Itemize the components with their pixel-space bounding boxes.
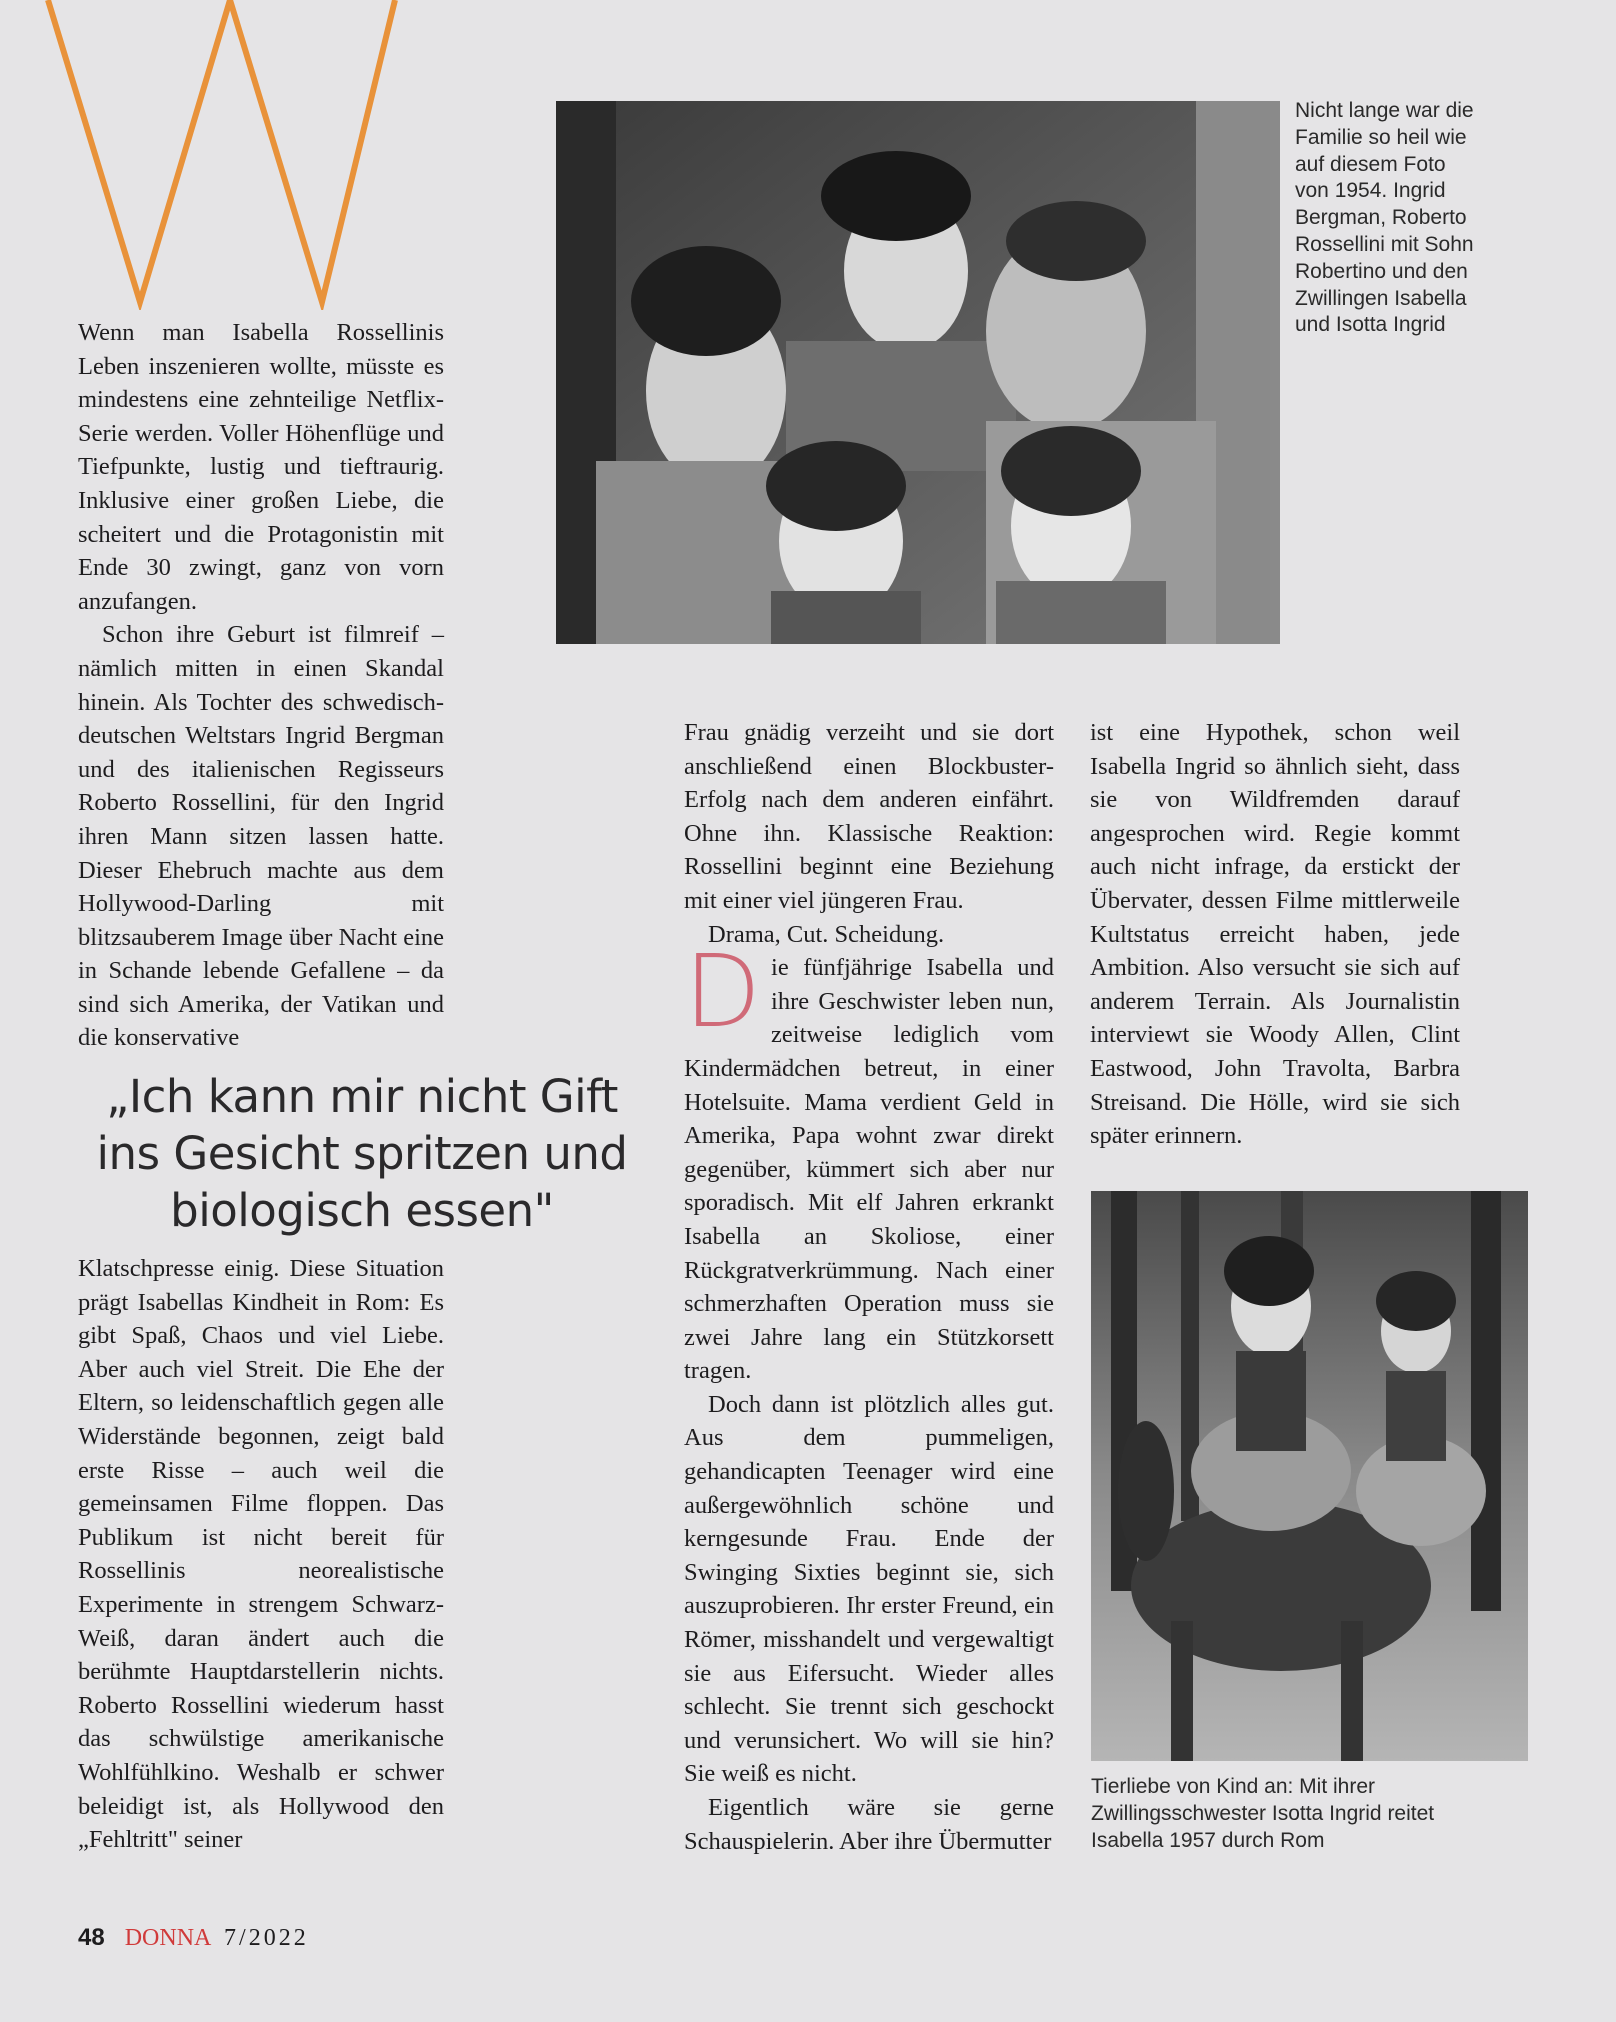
body-paragraph: Drama, Cut. Scheidung. [708,920,945,948]
body-paragraph: Eigentlich wäre sie gerne Schauspielerin. Aber ihre Übermutter [684,1794,1054,1855]
pull-quote: „Ich kann mir nicht Gift ins Gesicht spritzen und biologisch essen" [96,1070,628,1237]
photo-caption-family: Nicht lange war die Familie so heil wie auf diesem Foto von 1954. Ingrid Bergman, Roberto Rossellini mit Sohn Robertino und den Zwillingen Isabella und Isotta Ingrid [1295,99,1474,337]
body-paragraph: Klatschpresse einig. Diese Situation prägt Isabellas Kindheit in Rom: Es gibt Spaß, Chaos und viel Liebe. Aber auch viel Streit. Die Ehe der Eltern, so leidenschaftlich gegen alle Widerstände begonnen, zeigt bald erste Risse – auch weil die gemeinsamen Filme floppen. Das Publikum ist nicht bereit für Rossellinis neorealistische Experimente in strengem Schwarz-Weiß, daran ändert auch die berühmte Hauptdarstellerin nichts. Roberto Rossellini wiederum hasst das schwülstige amerikanische Wohlfühlkino. Weshalb er schwer beleidigt ist, als Hollywood den „Fehltritt" seiner [78,1255,444,1854]
body-paragraph: Doch dann ist plötzlich alles gut. Aus dem pummeligen, gehandicapten Teenager wird eine außergewöhnlich schöne und kerngesunde Frau. Ende der Swinging Sixties beginnt sie, sich auszuprobieren. Ihr erster Freund, ein Römer, misshandelt und vergewaltigt sie aus Eifersucht. Wieder alles schlecht. Sie trennt sich geschockt und verunsichert. Wo will sie hin? Sie weiß es nicht. [684,1390,1054,1788]
drop-cap: D [684,933,762,1051]
magazine-name: DONNA [124,1925,211,1951]
body-paragraph: Wenn man Isabella Rossellinis Leben inszenieren wollte, müsste es mindestens eine zehnteilige Netflix-Serie werden. Voller Höhenflüge und Tiefpunkte, lustig und tieftraurig. Inklusive einer großen Liebe, die scheitert und die Protagonistin mit Ende 30 zwingt, ganz von vorn anzufangen. [78,319,444,615]
body-paragraph: Frau gnädig verzeiht und sie dort anschließend einen Blockbuster-Erfolg nach dem anderen einfährt. Ohne ihn. Klassische Reaktion: Rossellini beginnt eine Beziehung mit einer viel jüngeren Frau. [684,719,1054,914]
body-paragraph-dropcap: Die fünfjährige Isabella und ihre Geschwister leben nun, zeitweise lediglich vom Kindermädchen betreut, in einer Hotelsuite. Mama verdient Geld in Amerika, Papa wohnt zwar direkt gegenüber, kümmert sich aber nur sporadisch. Mit elf Jahren erkrankt Isabella an Skoliose, einer Rückgratverkrümmung. Nach einer schmerzhaften Operation muss sie zwei Jahre lang ein Stützkorsett tragen. [684,933,1054,1385]
article-column-3 [1090,716,1460,1153]
page-footer [78,1924,309,1952]
issue-number: 7/2022 [224,1925,309,1951]
initial-letter-w [40,0,410,310]
article-column-2 [684,716,1054,1858]
article-column-1 [78,316,444,1055]
body-paragraph: Schon ihre Geburt ist filmreif – nämlich mitten in einen Skandal hinein. Als Tochter des schwedisch-deutschen Weltstars Ingrid Bergman und des italienischen Regisseurs Roberto Rossellini, für den Ingrid ihren Mann sitzen lassen hatte. Dieser Ehebruch machte aus dem Hollywood-Darling mit blitzsauberem Image über Nacht eine in Schande lebende Gefallene – da sind sich Amerika, der Vatikan und die konservative [78,621,444,1052]
body-paragraph: ist eine Hypothek, schon weil Isabella Ingrid so ähnlich sieht, dass sie von Wildfremden darauf angesprochen wird. Regie kommt auch nicht infrage, da erstickt der Übervater, dessen Filme mittlerweile Kultstatus erreicht haben, jede Ambition. Also versucht sie sich auf anderem Terrain. Als Journalistin interviewt sie Woody Allen, Clint Eastwood, John Travolta, Barbra Streisand. Die Hölle, wird sie sich später erinnern. [1090,719,1460,1150]
photo-caption-donkey: Tierliebe von Kind an: Mit ihrer Zwillingsschwester Isotta Ingrid reitet Isabella 1957 durch Rom [1091,1775,1435,1852]
article-column-1-bottom [78,1252,444,1857]
page-number: 48 [78,1924,105,1951]
twins-donkey-photo-1957 [1091,1191,1528,1761]
family-photo-1954 [556,101,1280,644]
